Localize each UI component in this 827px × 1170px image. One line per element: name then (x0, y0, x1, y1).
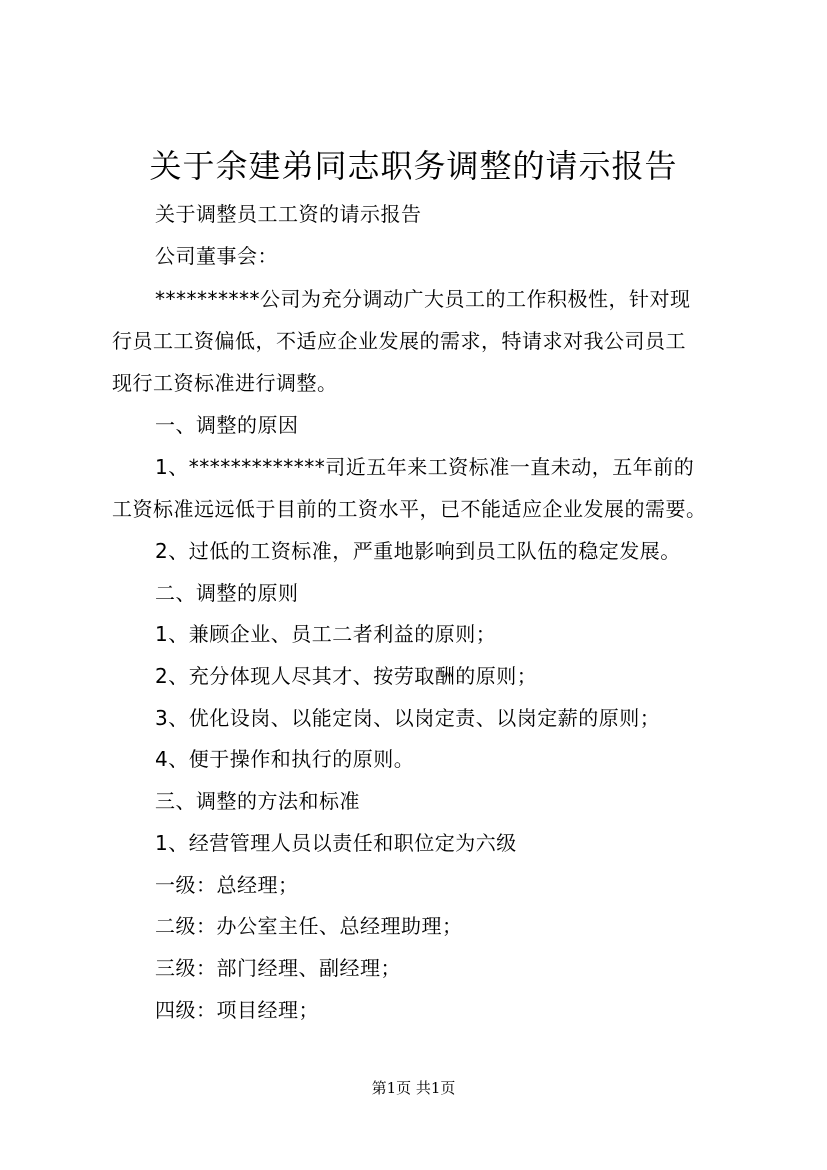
section-heading: 二、调整的原则 (155, 581, 299, 605)
paragraph-line: **********公司为充分调动广大员工的工作积极性，针对现 (155, 287, 691, 311)
list-item: 1、兼顾企业、员工二者利益的原则； (155, 622, 497, 646)
list-item: 三级：部门经理、副经理； (155, 956, 401, 980)
list-item: 二级：办公室主任、总经理助理； (155, 914, 463, 938)
subtitle-line: 关于调整员工工资的请示报告 (155, 202, 422, 226)
paragraph-line: 现行工资标准进行调整。 (112, 371, 338, 395)
list-item: 一级：总经理； (155, 873, 299, 897)
paragraph-line: 工资标准远远低于目前的工资水平，已不能适应企业发展的需要。 (112, 497, 707, 521)
page-number-footer: 第1页 共1页 (371, 1079, 456, 1097)
list-item: 4、便于操作和执行的原则。 (155, 747, 415, 771)
list-item: 1、经营管理人员以责任和职位定为六级 (155, 831, 517, 855)
list-item: 2、充分体现人尽其才、按劳取酬的原则； (155, 664, 538, 688)
section-heading: 三、调整的方法和标准 (155, 789, 360, 813)
salutation-line: 公司董事会： (155, 244, 278, 268)
paragraph-line: 1、*************司近五年来工资标准一直未动，五年前的 (155, 455, 695, 479)
paragraph-line: 2、过低的工资标准，严重地影响到员工队伍的稳定发展。 (155, 539, 681, 563)
paragraph-line: 行员工工资偏低，不适应企业发展的需求，特请求对我公司员工 (112, 329, 686, 353)
document-title: 关于余建弟同志职务调整的请示报告 (149, 147, 678, 185)
list-item: 3、优化设岗、以能定岗、以岗定责、以岗定薪的原则； (155, 706, 661, 730)
list-item: 四级：项目经理； (155, 998, 319, 1022)
section-heading: 一、调整的原因 (155, 413, 299, 437)
